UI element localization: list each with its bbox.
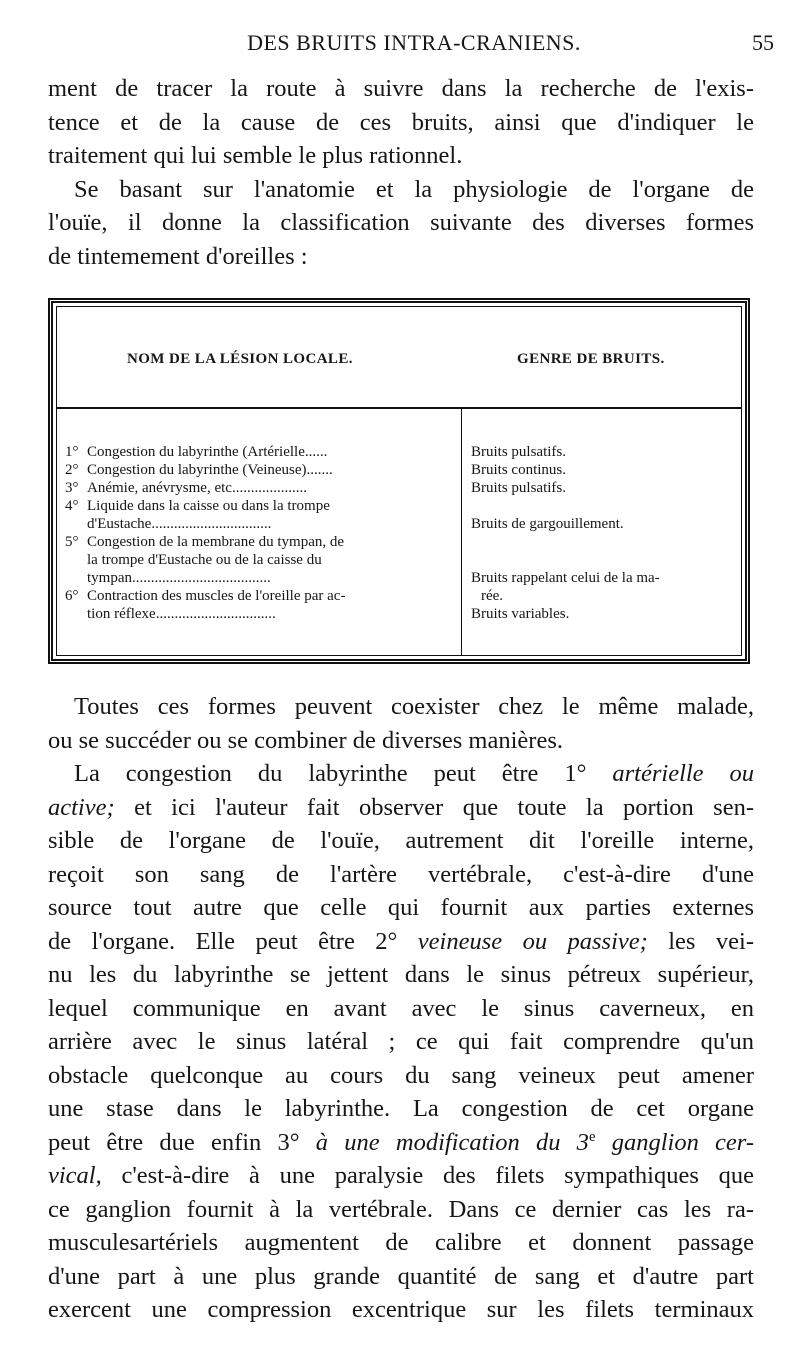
text-line: arrière avec le sinus latéral ; ce qui fait comprendre qu'un: [48, 1028, 754, 1055]
lesion-text: Congestion du labyrinthe (Artérielle......: [87, 444, 328, 460]
text-line: [48, 1126, 754, 1160]
text-line: nu les du labyrinthe se jettent dans le sinus pétreux supérieur,: [48, 961, 754, 988]
text-span: peut être due enfin 3°: [48, 1128, 300, 1156]
bruit-text: Bruits pulsatifs.: [471, 444, 567, 460]
text-line: une stase dans le labyrinthe. La congestion de cet organe: [48, 1095, 754, 1122]
text-line: [48, 1159, 754, 1193]
bruit-text: rée.: [481, 588, 504, 604]
text-line: [48, 757, 754, 791]
text-line: musculesartériels augmentent de calibre et donnent passage: [48, 1229, 754, 1256]
text-span-italic: active;: [48, 793, 115, 821]
bruit-text: Bruits pulsatifs.: [471, 480, 567, 496]
text-line: Se basant sur l'anatomie et la physiologie de l'organe de: [74, 175, 754, 203]
text-span-italic: à une modification du 3: [315, 1128, 589, 1156]
text-line: Toutes ces formes peuvent coexister chez le même malade,: [74, 693, 754, 720]
row-number: 5°: [65, 534, 79, 550]
text-span-italic: artérielle ou: [612, 760, 755, 787]
row-number: 1°: [65, 444, 79, 460]
bruit-text: Bruits de gargouillement.: [471, 516, 624, 532]
text-line: ce ganglion fournit à la vertébrale. Dans ce dernier cas les ra-: [48, 1195, 754, 1223]
page-number: 55: [752, 30, 774, 55]
row-number: 6°: [65, 588, 79, 604]
lesion-column: [65, 443, 453, 623]
lesion-text: Congestion de la membrane du tympan, de: [87, 534, 345, 550]
text-line: lequel communique en avant avec le sinus caverneux, en: [48, 994, 754, 1022]
row-number: 3°: [65, 480, 79, 496]
header-rule: [57, 407, 741, 409]
row-number: 4°: [65, 498, 79, 514]
text-span: c'est-à-dire à une paralysie des filets sympathiques que: [121, 1162, 755, 1189]
header-lesion: NOM DE LA LÉSION LOCALE.: [127, 351, 353, 367]
table-row: [65, 461, 453, 479]
table-row: [65, 533, 453, 587]
superscript: e: [588, 1128, 596, 1145]
text-line: ou se succéder ou se combiner de diverses manières.: [48, 726, 563, 754]
bruits-column: [471, 443, 741, 623]
text-span: les vei-: [668, 927, 755, 955]
text-line: de tintemement d'oreilles :: [48, 242, 308, 270]
lesion-text: la trompe d'Eustache ou de la caisse du: [87, 552, 322, 568]
text-block-bottom: [48, 690, 754, 1327]
bruit-text: Bruits continus.: [471, 462, 567, 478]
column-rule: [461, 407, 462, 655]
table-row: [65, 443, 453, 461]
lesion-text: tympan.....................................: [87, 570, 271, 586]
text-line: tence et de la cause de ces bruits, ainsi que d'indiquer le: [48, 108, 754, 136]
text-span-italic: ganglion cer-: [611, 1128, 754, 1156]
text-line: d'une part à une plus grande quantité de sang et d'autre part: [48, 1262, 754, 1290]
bruit-text: Bruits variables.: [471, 606, 570, 622]
text-span: de l'organe. Elle peut être 2°: [48, 927, 398, 955]
running-title: DES BRUITS INTRA-CRANIENS.: [247, 30, 581, 55]
text-line: obstacle quelconque au cours du sang veineux peut amener: [48, 1061, 754, 1089]
classification-table: [48, 298, 750, 664]
text-line: traitement qui lui semble le plus rationnel.: [48, 142, 463, 169]
lesion-text: Contraction des muscles de l'oreille par ac-: [87, 588, 346, 604]
text-span: et ici l'auteur fait observer que toute la portion sen-: [134, 793, 754, 821]
lesion-text: Anémie, anévrysme, etc....................: [87, 480, 307, 496]
table-row: [65, 497, 453, 533]
row-number: 2°: [65, 462, 79, 478]
text-span-italic: vical,: [48, 1162, 102, 1189]
lesion-text: d'Eustache................................: [87, 516, 272, 532]
table-inner-border: [56, 306, 742, 656]
text-line: source tout autre que celle qui fournit aux parties externes: [48, 894, 754, 921]
text-line: reçoit son sang de l'artère vertébrale, c'est-à-dire d'une: [48, 860, 754, 888]
text-block-top: [48, 72, 754, 273]
lesion-text: Congestion du labyrinthe (Veineuse).......: [87, 462, 333, 478]
text-line: ment de tracer la route à suivre dans la recherche de l'exis-: [48, 75, 754, 102]
text-line: sible de l'organe de l'ouïe, autrement dit l'oreille interne,: [48, 827, 754, 854]
text-line: [48, 925, 754, 959]
text-line: exercent une compression excentrique sur les filets terminaux: [48, 1296, 754, 1323]
table-row: [65, 479, 453, 497]
table-row: [65, 587, 453, 623]
running-header: [48, 30, 780, 70]
text-line: l'ouïe, il donne la classification suivante des diverses formes: [48, 209, 754, 236]
text-line: [48, 791, 754, 825]
lesion-text: tion réflexe................................: [87, 606, 276, 622]
text-span: La congestion du labyrinthe peut être 1°: [74, 760, 587, 787]
bruit-text: Bruits rappelant celui de la ma-: [471, 570, 660, 586]
text-span-italic: veineuse ou passive;: [417, 927, 648, 955]
lesion-text: Liquide dans la caisse ou dans la trompe: [87, 498, 330, 514]
header-bruits: GENRE DE BRUITS.: [517, 351, 665, 367]
